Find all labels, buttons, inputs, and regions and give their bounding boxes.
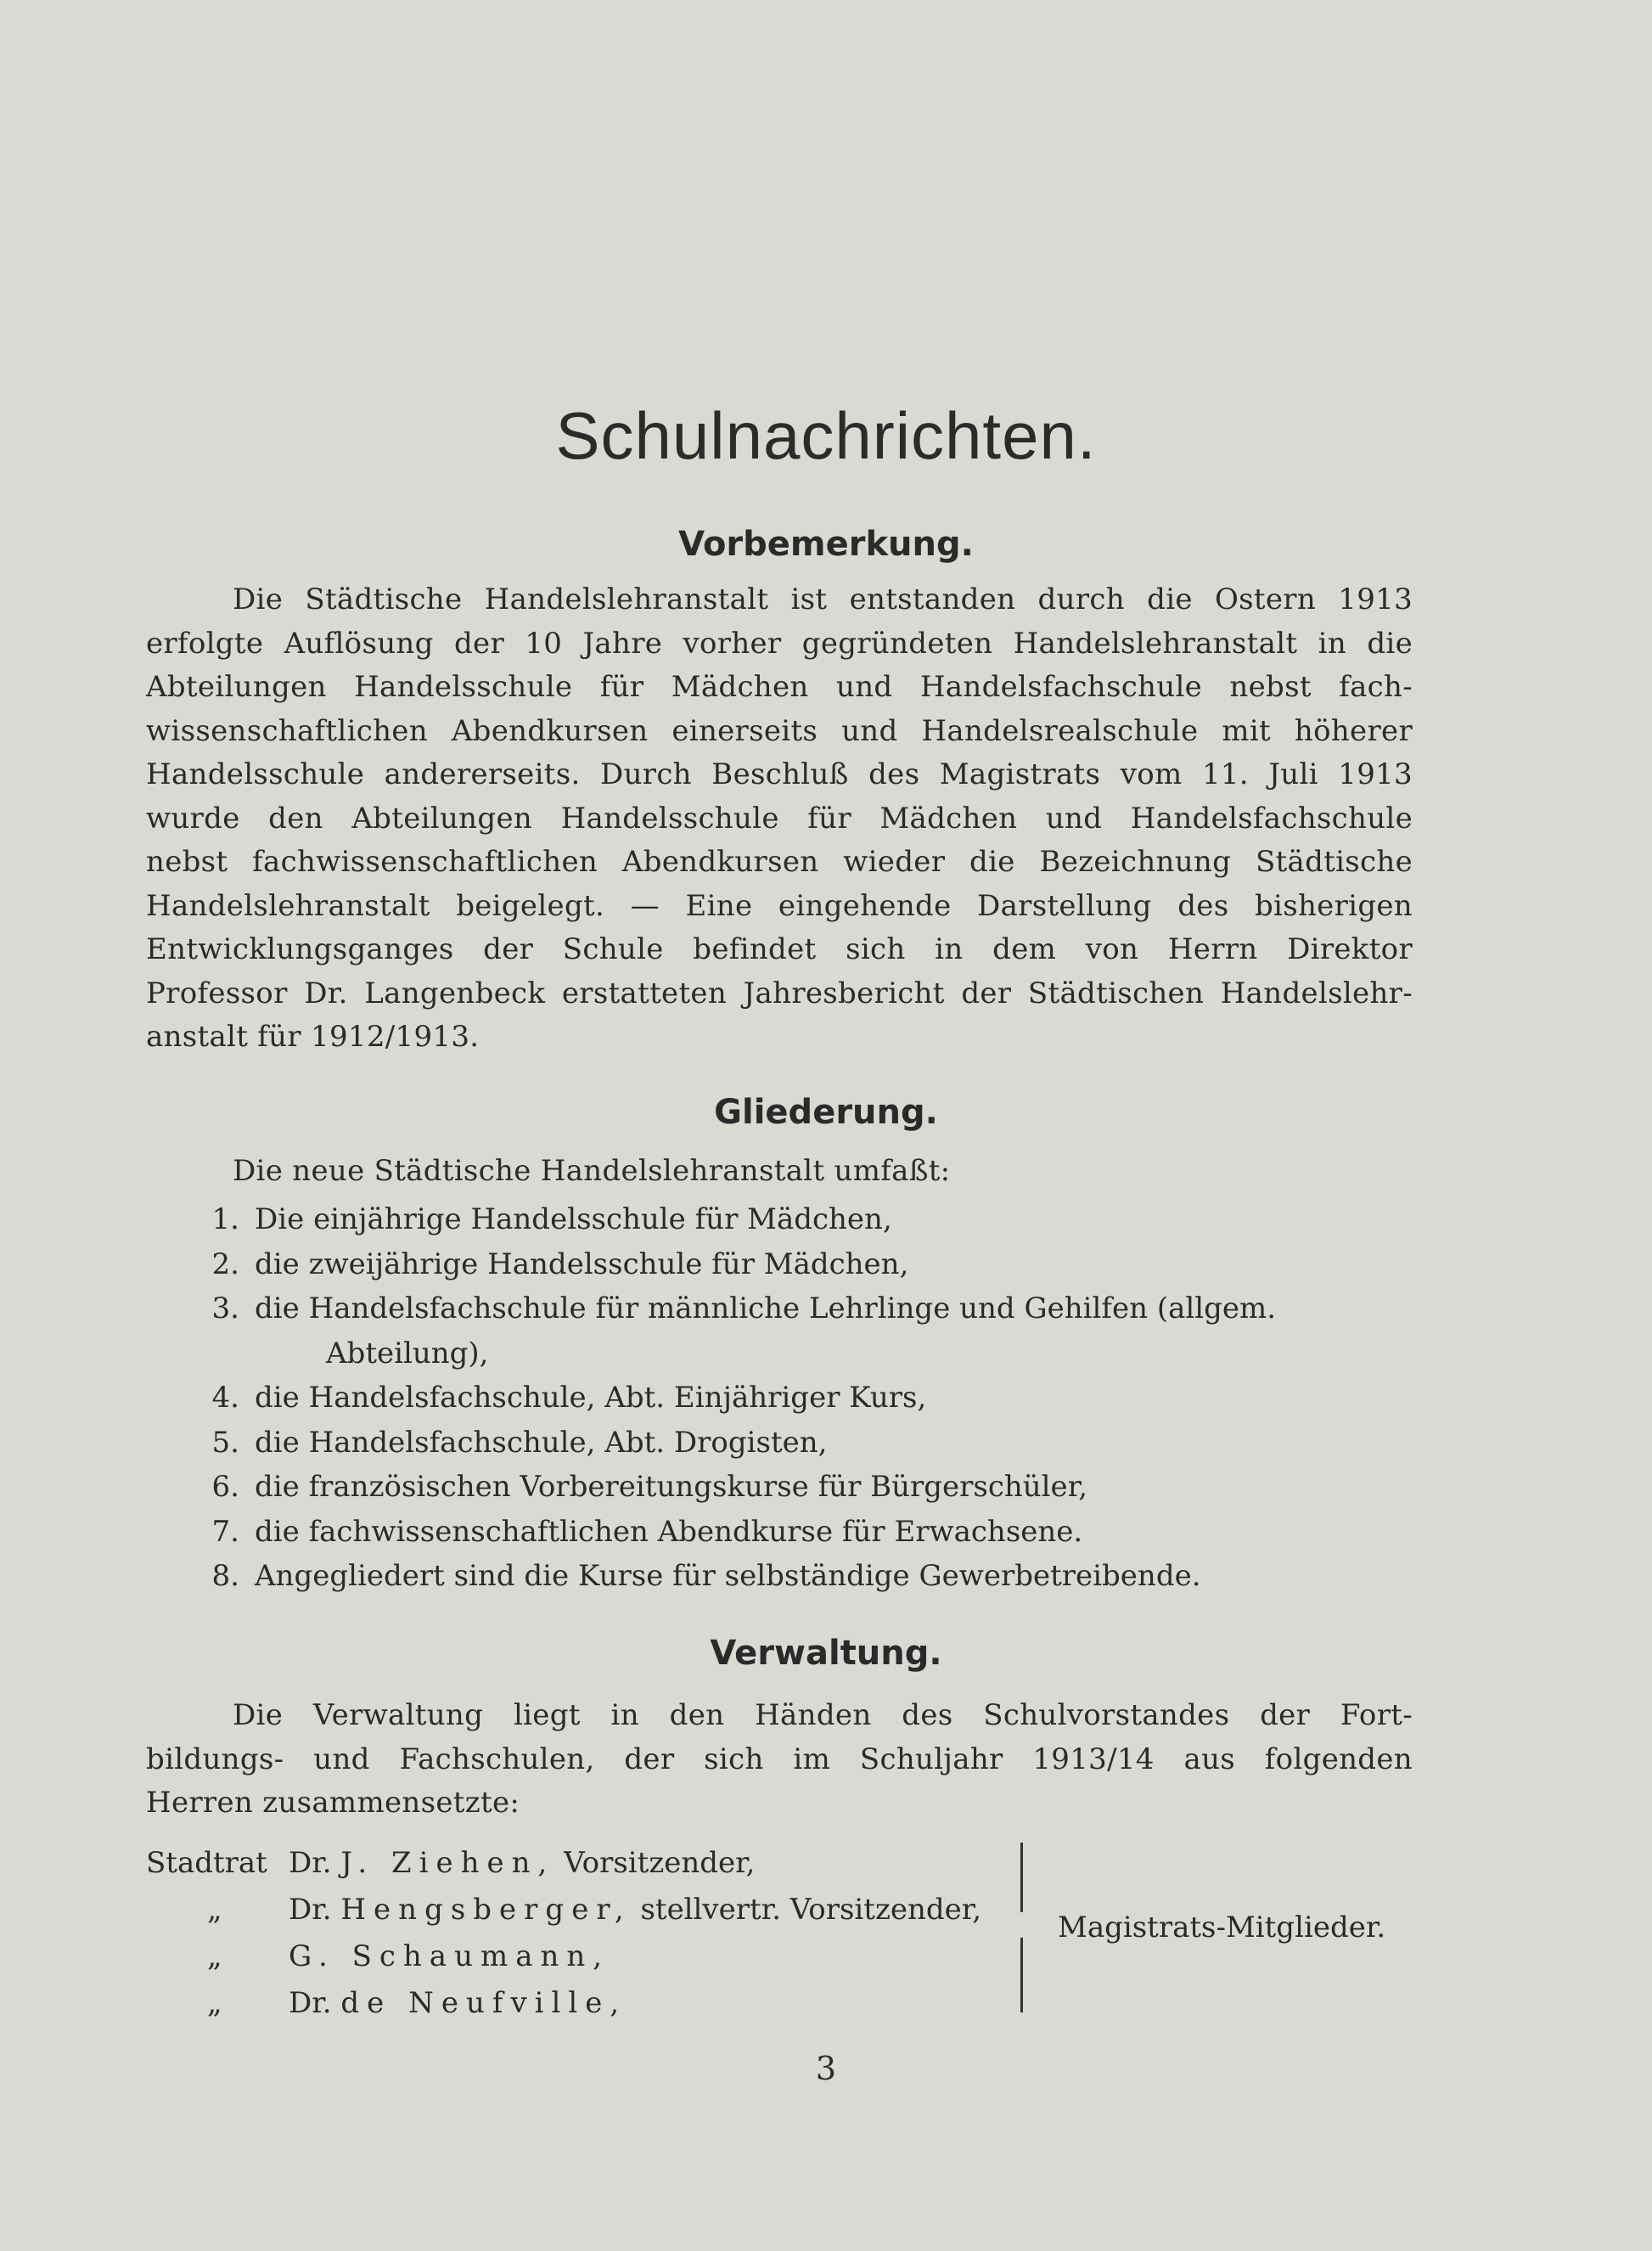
member-name: de Neufville, xyxy=(340,1986,627,2020)
text-line: Die Städtische Handelslehranstalt ist entstanden durch die Ostern 1913 xyxy=(233,582,1413,616)
member-entry xyxy=(289,1933,610,1980)
page-title: Schulnachrichten. xyxy=(555,398,1097,473)
list-item xyxy=(146,1554,1419,1599)
list-text-continued: Abteilung), xyxy=(326,1336,489,1370)
member-name: G. Schaumann, xyxy=(289,1939,610,1973)
text-line: erfolgte Auflösung der 10 Jahre vorher gegründeten Handelslehranstalt in die xyxy=(146,626,1413,661)
member-name: J. Ziehen, xyxy=(340,1846,555,1880)
gliederung-list xyxy=(146,1197,1419,1599)
list-text: die Handelsfachschule, Abt. Einjähriger Kurs, xyxy=(255,1381,927,1415)
list-number: 5. xyxy=(211,1425,239,1460)
paragraph-vorbemerkung xyxy=(146,578,1413,1060)
text-line: Herren zusammensetzte: xyxy=(146,1786,520,1820)
member-title: Dr. xyxy=(289,1846,332,1880)
text-line: Handelslehranstalt beigelegt. — Eine eingehende Darstellung des bisherigen xyxy=(146,888,1413,923)
list-text: die französischen Vorbereitungskurse für Bürgerschüler, xyxy=(255,1470,1088,1504)
list-item xyxy=(146,1286,1419,1376)
member-role: stellvertr. Vorsitzender, xyxy=(640,1893,982,1927)
text-line: nebst fachwissenschaftlichen Abendkursen wieder die Bezeichnung Städtische xyxy=(146,845,1413,879)
list-number: 8. xyxy=(211,1559,239,1593)
paragraph-gliederung-intro xyxy=(146,1150,1413,1194)
member-prefix: „ xyxy=(207,1986,222,2020)
list-item xyxy=(146,1421,1419,1466)
member-entry xyxy=(289,1887,981,1933)
list-text: die Handelsfachschule, Abt. Drogisten, xyxy=(255,1425,828,1460)
member-title: Dr. xyxy=(289,1893,332,1927)
section-heading-verwaltung: Verwaltung. xyxy=(710,1634,942,1673)
list-item xyxy=(146,1465,1419,1510)
text-line: wissenschaftlichen Abendkursen einerseits und Handelsrealschule mit höherer xyxy=(146,713,1413,748)
text-line: wurde den Abteilungen Handelsschule für Mädchen und Handelsfachschule xyxy=(146,801,1413,836)
text-line: Abteilungen Handelsschule für Mädchen und Handelsfachschule nebst fach- xyxy=(146,670,1413,704)
list-number: 2. xyxy=(211,1246,239,1281)
member-prefix: Stadtrat xyxy=(146,1846,267,1880)
member-entry xyxy=(289,1980,627,2027)
text-line: Die Verwaltung liegt in den Händen des Schulvorstandes der Fort- xyxy=(233,1698,1413,1732)
section-heading-vorbemerkung: Vorbemerkung. xyxy=(678,525,974,564)
member-prefix: „ xyxy=(207,1939,222,1973)
list-text: die Handelsfachschule für männliche Lehrlinge und Gehilfen (allgem. xyxy=(255,1292,1277,1325)
list-item xyxy=(146,1376,1419,1421)
text-line: Entwicklungsganges der Schule befindet sich in dem von Herrn Direktor xyxy=(146,932,1413,966)
list-number: 3. xyxy=(211,1292,239,1325)
list-text: die fachwissenschaftlichen Abendkurse für Erwachsene. xyxy=(255,1514,1083,1549)
list-item xyxy=(146,1242,1419,1287)
list-number: 1. xyxy=(211,1202,239,1236)
list-number: 6. xyxy=(211,1470,239,1504)
text-line: Handelsschule andererseits. Durch Beschluß des Magistrats vom 11. Juli 1913 xyxy=(146,757,1413,791)
paragraph-verwaltung xyxy=(146,1694,1413,1826)
list-text: Angegliedert sind die Kurse für selbständige Gewerbetreibende. xyxy=(255,1559,1201,1593)
section-heading-gliederung: Gliederung. xyxy=(714,1093,938,1132)
text-line: Professor Dr. Langenbeck erstatteten Jahresbericht der Städtischen Handelslehr- xyxy=(146,976,1413,1010)
list-text: die zweijährige Handelsschule für Mädchen, xyxy=(255,1246,909,1281)
list-item xyxy=(146,1197,1419,1242)
bracket-gap xyxy=(1017,1912,1026,1938)
group-label: Magistrats-Mitglieder. xyxy=(1058,1911,1386,1944)
text-line: bildungs- und Fachschulen, der sich im Schuljahr 1913/14 aus folgenden xyxy=(146,1742,1413,1776)
member-name: Hengsberger, xyxy=(340,1893,632,1927)
text-line: Die neue Städtische Handelslehranstalt umfaßt: xyxy=(233,1154,951,1188)
list-number: 4. xyxy=(211,1381,239,1415)
list-number: 7. xyxy=(211,1514,239,1549)
member-role: Vorsitzender, xyxy=(564,1846,756,1880)
member-title: Dr. xyxy=(289,1986,332,2020)
member-entry xyxy=(289,1840,755,1887)
page-number: 3 xyxy=(815,2050,837,2087)
list-text: Die einjährige Handelsschule für Mädchen, xyxy=(255,1202,892,1236)
member-prefix: „ xyxy=(207,1893,222,1927)
list-item xyxy=(146,1510,1419,1555)
text-line: anstalt für 1912/1913. xyxy=(146,1020,480,1054)
